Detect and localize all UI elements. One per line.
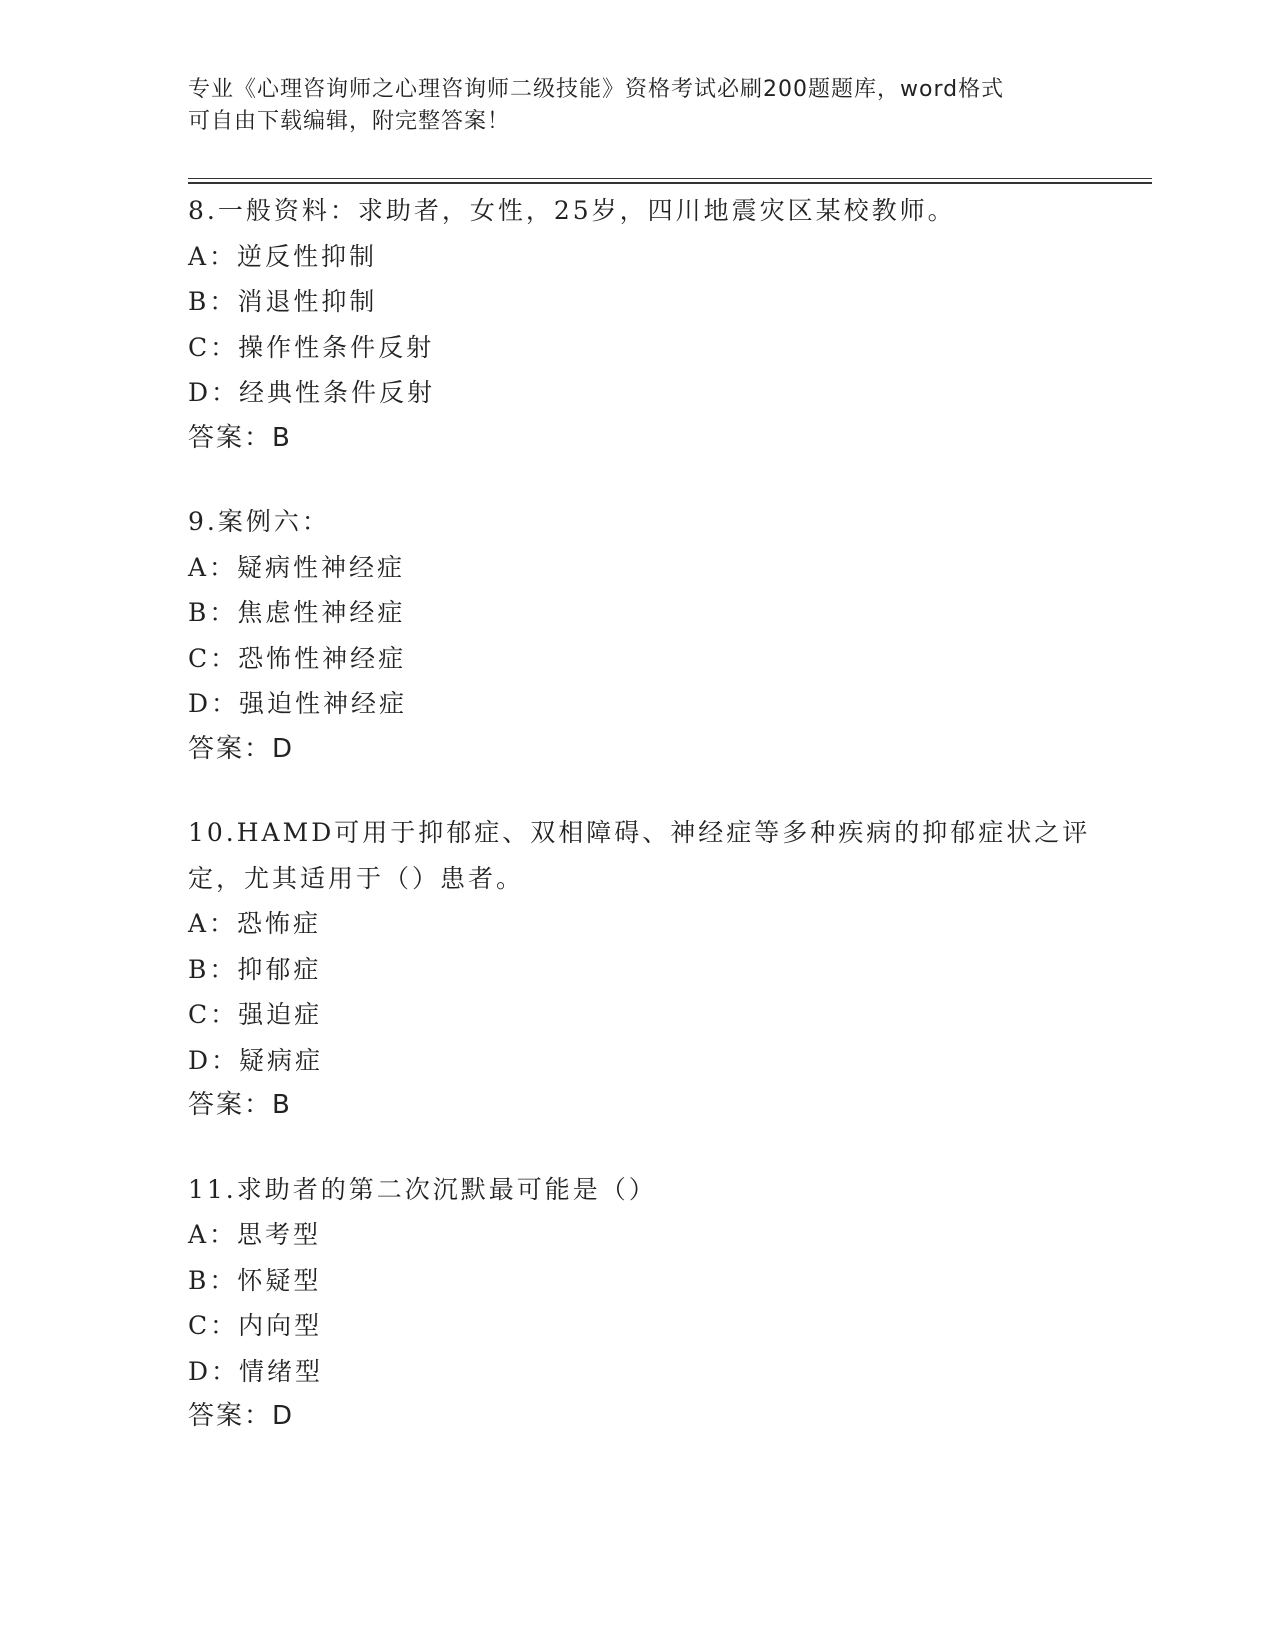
header-line-2: 可自由下载编辑，附完整答案！: [188, 109, 511, 134]
option-c: C：操作性条件反射: [188, 332, 435, 362]
option-d: D：强迫性神经症: [188, 689, 408, 718]
answer: 答案：B: [188, 1090, 292, 1120]
answer: 答案：D: [188, 1401, 295, 1431]
option-c: C：强迫症: [188, 1000, 323, 1029]
option-a: A：疑病性神经症: [188, 552, 406, 582]
option-c: C：内向型: [188, 1311, 323, 1340]
question-stem: 11.求助者的第二次沉默最可能是（）: [188, 1174, 657, 1204]
question-10: [188, 810, 1091, 1129]
question-stem: 9.案例六：: [188, 507, 330, 536]
option-d: D：疑病症: [188, 1045, 324, 1075]
option-d: D：经典性条件反射: [188, 378, 436, 407]
option-b: B：消退性抑制: [188, 287, 378, 316]
option-c: C：恐怖性神经症: [188, 643, 407, 673]
answer: 答案：D: [188, 733, 295, 764]
option-a: A：思考型: [188, 1220, 322, 1249]
answer: 答案：B: [188, 422, 292, 453]
header-line-1: 专业《心理咨询师之心理咨询师二级技能》资格考试必刷200题题库，word格式: [188, 77, 1005, 102]
header-divider-thick: [188, 182, 1152, 184]
question-stem-continued: 定，尤其适用于（）患者。: [188, 863, 525, 893]
option-d: D：情绪型: [188, 1356, 324, 1386]
question-9: [188, 499, 1088, 772]
option-b: B：焦虑性神经症: [188, 598, 406, 627]
option-b: B：怀疑型: [188, 1265, 322, 1295]
header-divider-thin: [188, 178, 1152, 179]
question-8: [188, 188, 1088, 461]
question-list: [188, 188, 1091, 1478]
document-header: [188, 74, 1088, 138]
question-stem: 8.一般资料：求助者，女性，25岁，四川地震灾区某校教师。: [188, 196, 956, 225]
option-b: B：抑郁症: [188, 954, 322, 984]
question-stem: 10.HAMD可用于抑郁症、双相障碍、神经症等多种疾病的抑郁症状之评: [188, 818, 1091, 847]
option-a: A：逆反性抑制: [188, 241, 378, 271]
question-11: [188, 1167, 1088, 1440]
option-a: A：恐怖症: [188, 909, 322, 938]
